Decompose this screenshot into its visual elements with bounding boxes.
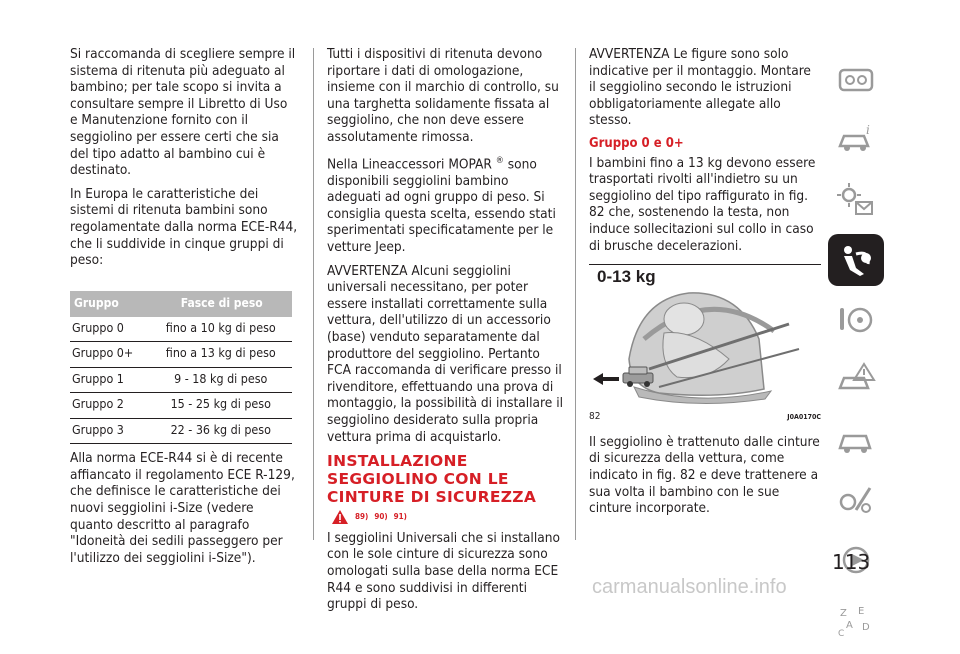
steering-gauge-icon <box>834 300 878 340</box>
column-2 <box>327 46 563 620</box>
page-number: 113 <box>832 550 871 574</box>
table-cell: Gruppo 0 <box>70 317 152 342</box>
technical-data-icon <box>834 480 878 520</box>
table-cell: 15 - 25 kg di peso <box>152 393 293 419</box>
column-divider <box>575 48 576 540</box>
registered-mark: ® <box>495 155 504 166</box>
child-seat-illustration <box>589 269 821 409</box>
svg-text:E: E <box>858 606 865 617</box>
warning-ref[interactable]: 91) <box>393 512 407 522</box>
column-3 <box>589 46 821 524</box>
warning-references <box>331 509 563 526</box>
table-cell: Gruppo 2 <box>70 393 152 419</box>
column-divider <box>313 48 314 540</box>
figure-82 <box>589 269 821 409</box>
table-cell: fino a 10 kg di peso <box>152 317 293 342</box>
warning-triangle-icon <box>331 509 349 525</box>
index-letters-icon <box>834 600 878 640</box>
figures-warning-paragraph: AVVERTENZA Le figure sono solo indicative per il montaggio. Montare il seggiolino secondo le istruzioni obbligatoriamente allegate allo stesso. <box>589 46 811 129</box>
figure-number: 82 <box>589 411 601 423</box>
table-cell: 22 - 36 kg di peso <box>152 418 293 444</box>
tab-index[interactable] <box>828 594 884 646</box>
group-0-paragraph: I bambini fino a 13 kg devono essere trasportati rivolti all'indietro su un seggiolino del tipo raffigurato in fig. 82 che, sostenendo la testa, non induce sollecitazioni sul collo in caso di brusche decelerazioni. <box>589 154 816 254</box>
universal-seats-paragraph: I seggiolini Universali che si installano con le sole cinture di sicurezza sono omologati sulla base della norma ECE R44 e sono suddivisi in differenti gruppi di peso. <box>327 529 560 613</box>
europe-paragraph: In Europa le caratteristiche dei sistemi di ritenuta bambini sono regolamentate dalla norma ECE-R44, che li suddivide in cinque gruppi di peso: <box>70 185 298 269</box>
group-subtitle: Gruppo 0 e 0+ <box>589 135 684 151</box>
section-title: INSTALLAZIONE SEGGIOLINO CON LE CINTURE DI SICUREZZA <box>327 452 537 507</box>
tab-technical[interactable] <box>828 474 884 526</box>
table-cell: 9 - 18 kg di peso <box>152 367 293 393</box>
table-row <box>70 342 292 368</box>
sun-light-icon <box>834 180 878 220</box>
tab-dashboard[interactable] <box>828 54 884 106</box>
car-info-icon <box>834 120 878 160</box>
car-service-icon <box>834 420 878 460</box>
seat-belt-paragraph: Il seggiolino è trattenuto dalle cinture di sicurezza della vettura, come indicato in fig. 82 e deve trattenere a sua volta il bambino con le sue cinture incorporate. <box>589 433 820 517</box>
figure-label: 0-13 kg <box>597 267 656 287</box>
svg-text:C: C <box>838 629 845 639</box>
tab-safety-active[interactable] <box>828 234 884 286</box>
tab-car-info[interactable] <box>828 114 884 166</box>
mopar-text-cont: sono disponibili seggiolini bambino adeguati ad ogni gruppo di peso. Si consiglia questa scelta, essendo stati sperimentati specificatamente per le vetture Jeep. <box>327 156 556 256</box>
tab-driving[interactable] <box>828 294 884 346</box>
figure-code: J0A0170C <box>787 413 821 422</box>
svg-text:i: i <box>866 123 870 137</box>
ece-r129-paragraph: Alla norma ECE-R44 si è di recente affiancato il regolamento ECE R-129, che definisce le caratteristiche dei nuovi seggiolini i-Size (vedere quanto descritto al paragrafo "Idoneità dei sedili passeggero per l'utilizzo dei seggiolini i-Size"). <box>70 450 295 566</box>
table-cell: Gruppo 0+ <box>70 342 152 368</box>
table-row <box>70 317 292 342</box>
warning-ref[interactable]: 89) <box>355 512 369 522</box>
figure-caption <box>589 409 821 426</box>
airbag-seat-icon <box>834 240 878 280</box>
tab-lights[interactable] <box>828 174 884 226</box>
car-warning-icon <box>834 360 878 400</box>
svg-text:A: A <box>846 620 853 631</box>
tab-service[interactable] <box>828 414 884 466</box>
svg-text:Z: Z <box>840 608 847 619</box>
table-header-weight: Fasce di peso <box>152 291 293 317</box>
table-cell: Gruppo 3 <box>70 418 152 444</box>
table-cell: fino a 13 kg di peso <box>152 342 293 368</box>
mopar-text: Nella Lineaccessori MOPAR <box>327 156 492 173</box>
dashboard-car-icon <box>834 60 878 100</box>
watermark: carmanualsonline.info <box>592 576 787 598</box>
svg-text:D: D <box>862 622 870 633</box>
tab-warnings[interactable] <box>828 354 884 406</box>
homologation-paragraph: Tutti i dispositivi di ritenuta devono riportare i dati di omologazione, insieme con il marchio di controllo, su una targhetta solidamente fissata al seggiolino, che non deve essere assolutamente rimossa. <box>327 46 559 145</box>
table-row <box>70 393 292 419</box>
table-header-group: Gruppo <box>70 291 152 317</box>
column-1 <box>70 46 298 573</box>
weight-groups-table <box>70 291 292 445</box>
table-cell: Gruppo 1 <box>70 367 152 393</box>
table-row <box>70 418 292 444</box>
intro-paragraph: Si raccomanda di scegliere sempre il sistema di ritenuta più adeguato al bambino; per tale scopo si invita a consultare sempre il Libretto di Uso e Manutenzione fornito con il seggiolino per essere certi che sia del tipo adatto al bambino cui è destinato. <box>70 46 296 179</box>
warning-ref[interactable]: 90) <box>374 512 388 522</box>
warning-paragraph: AVVERTENZA Alcuni seggiolini universali necessitano, per poter essere installati correttamente sulla vettura, dell'utilizzo di un accessorio (base) venduto separatamente dal produttore del seggiolino. Pertanto FCA raccomanda di verificare presso il rivenditore, effettuando una prova di montaggio, la possibilità di installare il seggiolino desiderato sulla propria vettura prima di acquistarlo. <box>327 262 563 445</box>
mopar-paragraph <box>327 153 563 256</box>
table-row <box>70 367 292 393</box>
figure-top-rule <box>589 264 821 265</box>
